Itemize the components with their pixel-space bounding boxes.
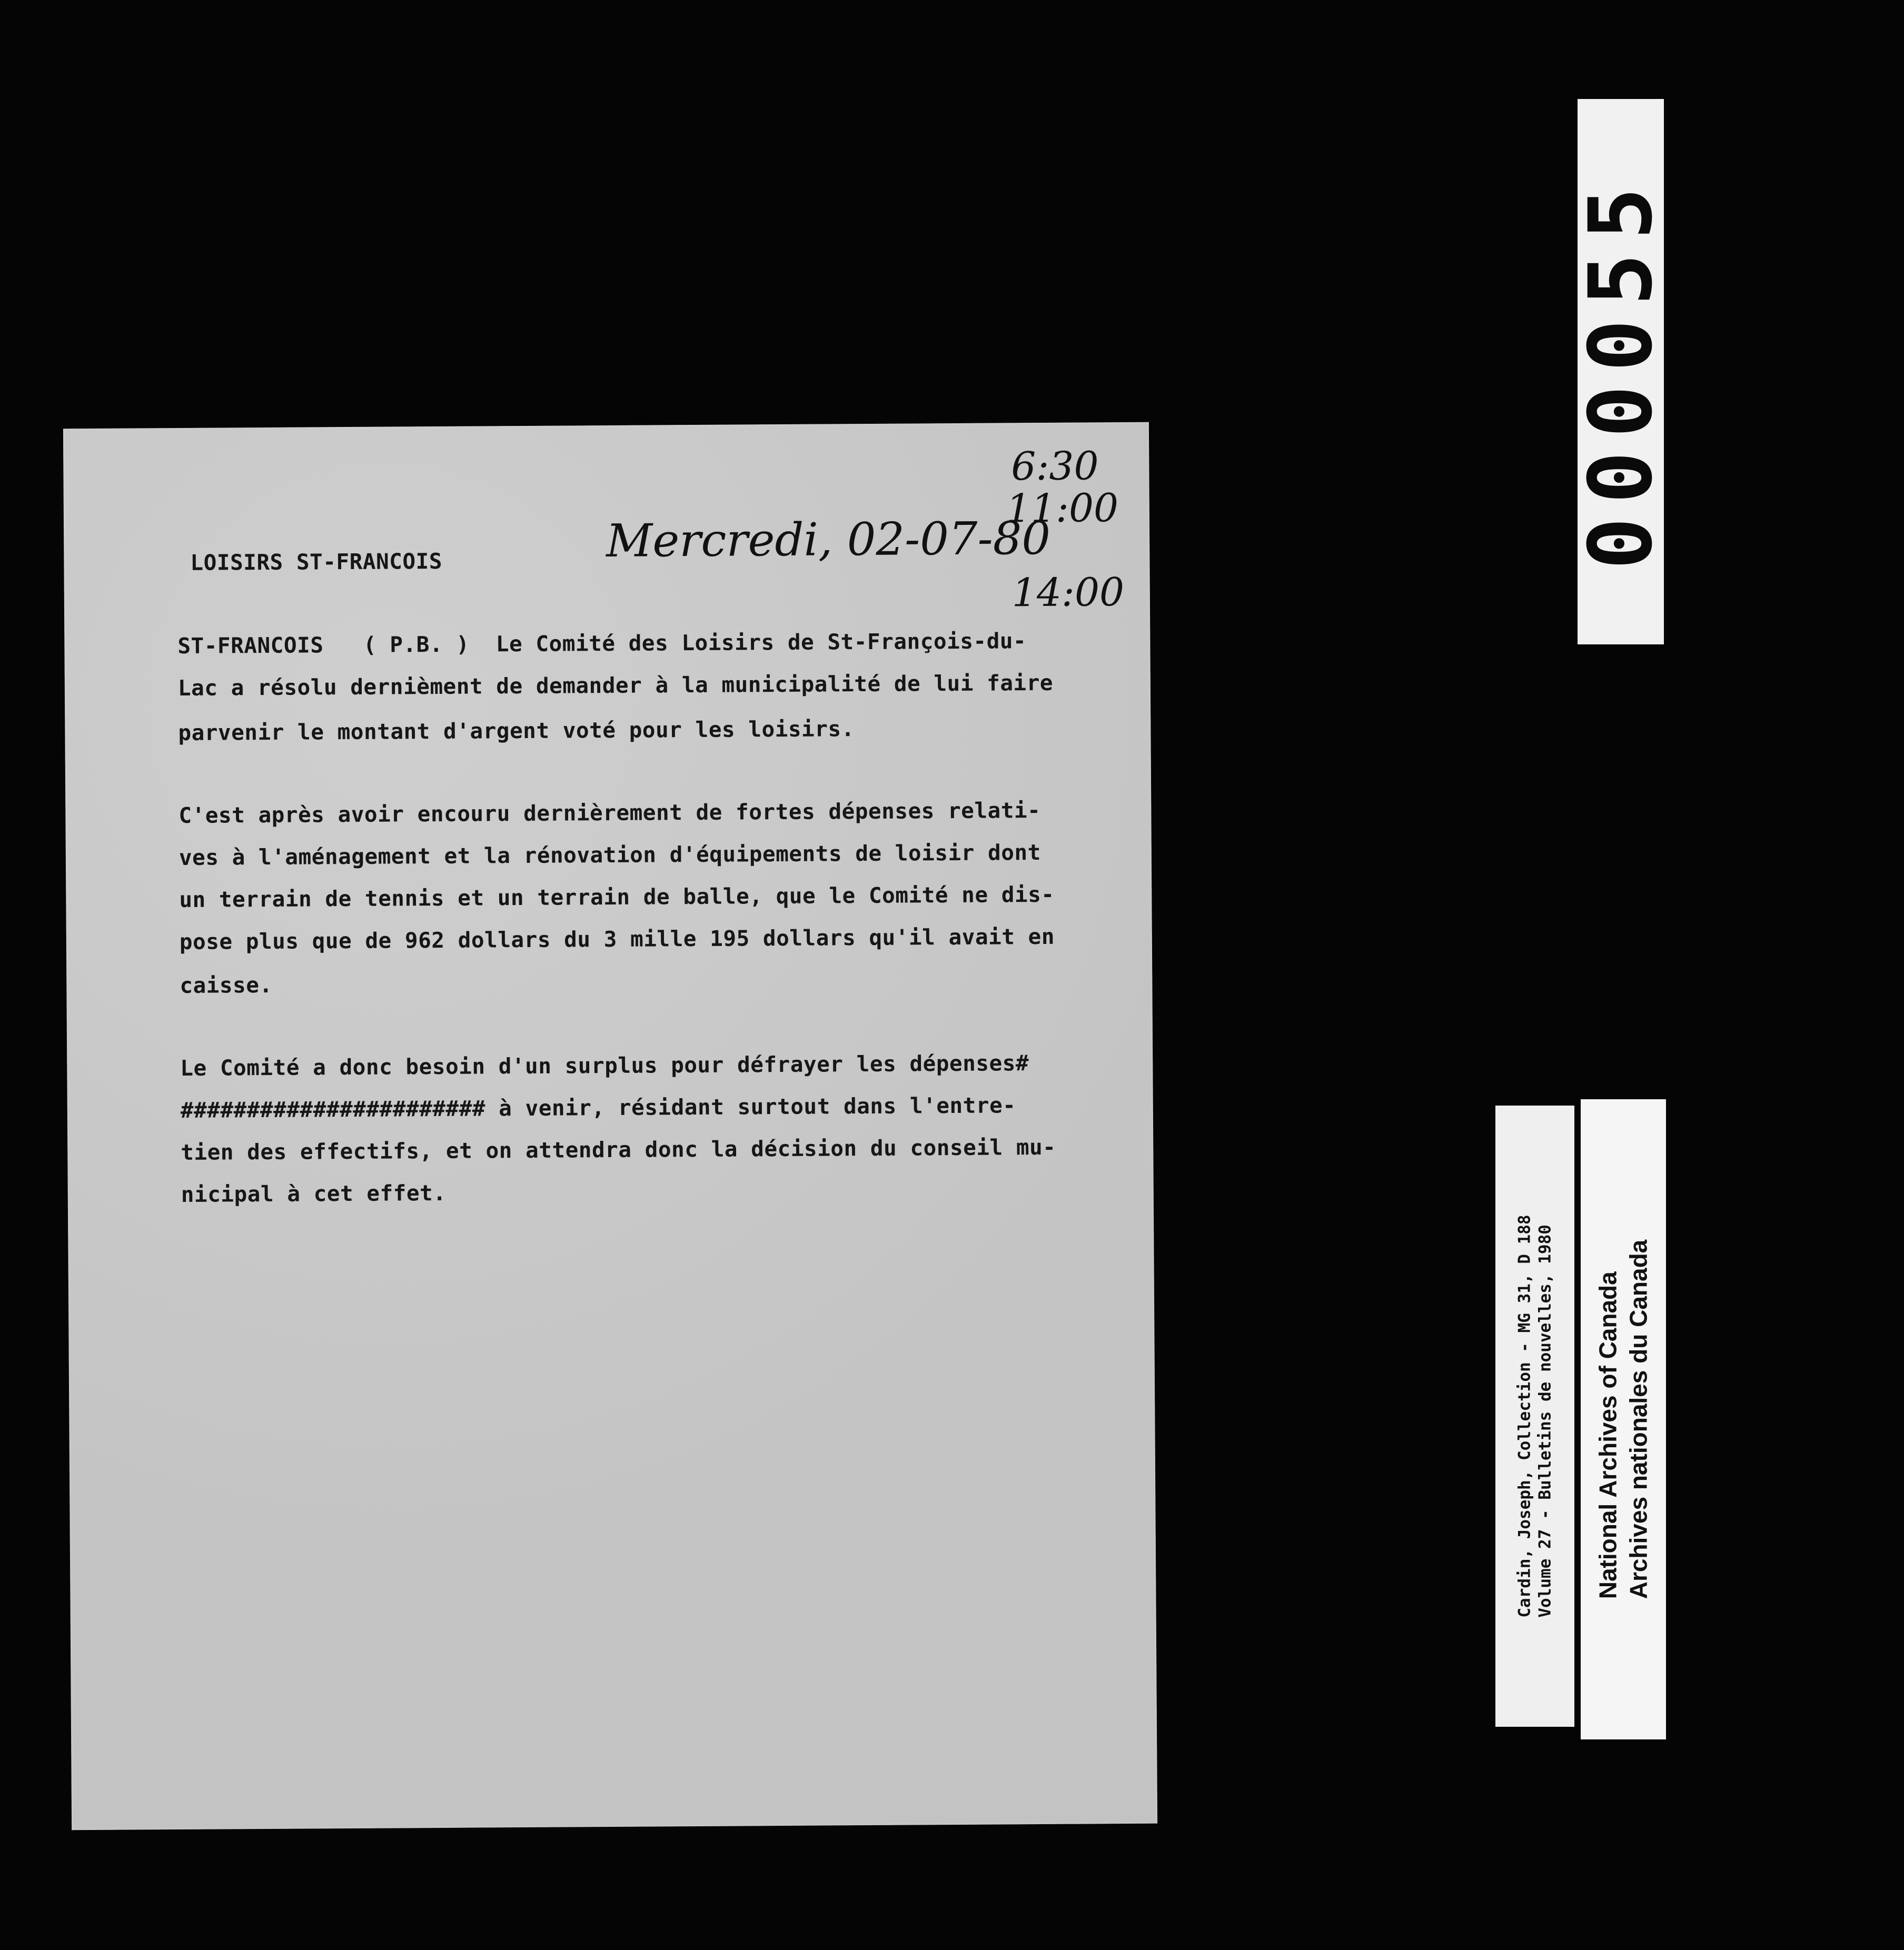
body-line: ST-FRANCOIS ( P.B. ) Le Comité des Loisirs de St-François-du- <box>177 628 1027 659</box>
body-line: caisse. <box>180 972 273 998</box>
body-line: un terrain de tennis et un terrain de balle, que le Comité ne dis- <box>179 881 1055 912</box>
body-line: parvenir le montant d'argent voté pour les loisirs. <box>178 716 855 745</box>
archive-label-line-2: Archives nationales du Canada <box>1624 1239 1652 1599</box>
body-line: ####################### à venir, résidant surtout dans l'entre- <box>180 1092 1016 1123</box>
document-heading: LOISIRS ST-FRANCOIS <box>190 548 443 575</box>
body-line: Le Comité a donc besoin d'un surplus pour défrayer les dépenses# <box>180 1050 1029 1081</box>
archive-label <box>1581 1099 1666 1739</box>
collection-label <box>1495 1106 1574 1727</box>
collection-label-line-1: Cardin, Joseph, Collection - MG 31, D 188 <box>1515 1215 1534 1618</box>
body-line: C'est après avoir encouru dernièrement de fortes dépenses relati- <box>178 797 1041 828</box>
body-line: tien des effectifs, et on attendra donc la décision du conseil mu- <box>181 1134 1056 1165</box>
handwritten-date: Mercredi, 02-07-80 <box>606 512 1051 568</box>
body-line: Lac a résolu dernièment de demander à la municipalité de lui faire <box>177 670 1054 701</box>
frame-number: 000055 <box>1570 173 1671 570</box>
archive-label-line-1: National Archives of Canada <box>1594 1271 1622 1599</box>
body-line: pose plus que de 962 dollars du 3 mille 195 dollars qu'il avait en <box>179 923 1055 954</box>
body-line: nicipal à cet effet. <box>181 1180 447 1207</box>
handwritten-time-3: 14:00 <box>1012 570 1125 616</box>
document-page <box>63 422 1157 1830</box>
handwritten-time-2: 11:00 <box>1006 485 1119 532</box>
frame-number-strip <box>1570 99 1671 644</box>
collection-label-line-2: Volume 27 - Bulletins de nouvelles, 1980 <box>1535 1225 1554 1618</box>
handwritten-time-1: 6:30 <box>1011 443 1099 490</box>
body-line: ves à l'aménagement et la rénovation d'équipements de loisir dont <box>178 839 1041 870</box>
